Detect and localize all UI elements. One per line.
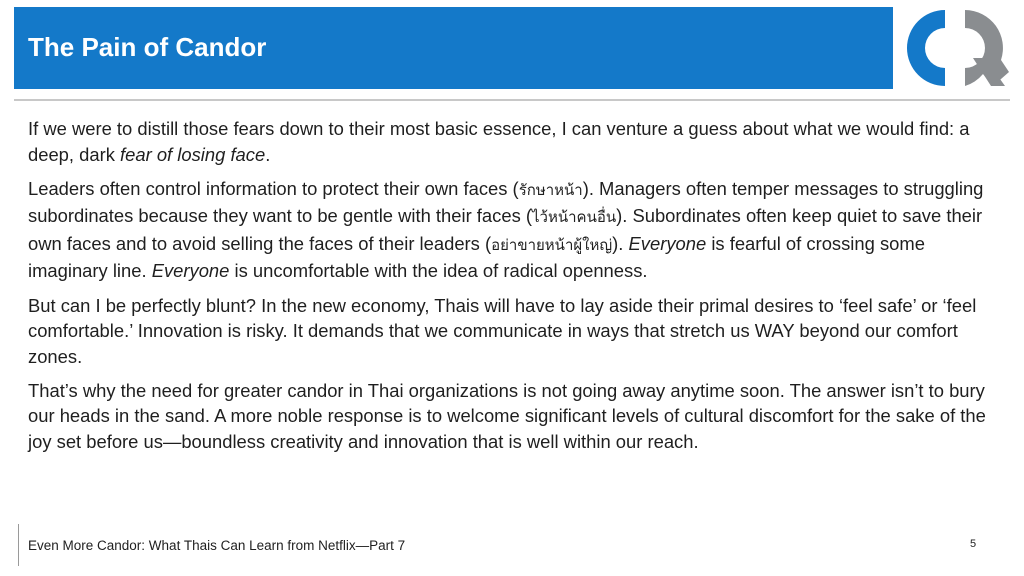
paragraph-1-end: . xyxy=(265,143,271,165)
paragraph-2-emphasis-2: Everyone xyxy=(151,260,230,282)
paragraph-2-text-c: ). Subordinates often keep quiet to save their own faces and to avoid selling the faces of their leaders ( xyxy=(28,205,983,254)
paragraph-2-text-d: ). xyxy=(612,232,629,254)
paragraph-4-text: That’s why the need for greater candor in Thai organizations is not going away anytime soon. The answer isn’t to bury our heads in the sand. A more noble response is to welcome significant levels of cultural discomfort for the sake of the joy set before us—boundless creativity and innovation that is well within our reach. xyxy=(28,379,986,453)
paragraph-2-text-f: is uncomfortable with the idea of radical openness. xyxy=(229,260,648,282)
thai-phrase-2: ไว้หน้าคนอื่น xyxy=(532,208,617,227)
paragraph-3-text: But can I be perfectly blunt? In the new economy, Thais will have to lay aside their primal desires to ‘feel safe’ or ‘feel comfortable.’ Innovation is risky. It demands that we communicate in ways that stretch us WAY beyond our comfort zones. xyxy=(28,294,977,367)
paragraph-4 xyxy=(28,378,998,455)
slide-title: The Pain of Candor xyxy=(28,32,267,62)
paragraph-2-text-a: Leaders often control information to protect their own faces ( xyxy=(28,177,519,199)
title-divider xyxy=(14,99,1010,101)
slide-body xyxy=(28,116,998,463)
paragraph-1-emphasis: fear of losing face xyxy=(120,143,266,165)
footer-title: Even More Candor: What Thais Can Learn from Netflix—Part 7 xyxy=(28,538,406,553)
thai-phrase-1: รักษาหน้า xyxy=(518,180,583,199)
page-number: 5 xyxy=(970,538,977,550)
paragraph-2-text-b: ). Managers often temper messages to struggling subordinates because they want to be gentle with their faces ( xyxy=(28,177,984,227)
thai-phrase-3: อย่าขายหน้าผู้ใหญ่ xyxy=(491,235,613,254)
cq-logo-icon xyxy=(893,2,1011,94)
paragraph-2-text-e: is fearful of crossing some imaginary line. xyxy=(28,232,925,282)
paragraph-2 xyxy=(28,176,998,284)
paragraph-2-emphasis-1: Everyone xyxy=(628,232,707,254)
paragraph-3 xyxy=(28,293,998,370)
paragraph-1-text: If we were to distill those fears down to their most basic essence, I can venture a guess about what we would find: a deep, dark xyxy=(28,118,970,165)
paragraph-1 xyxy=(28,116,998,167)
footer-divider xyxy=(18,524,19,566)
